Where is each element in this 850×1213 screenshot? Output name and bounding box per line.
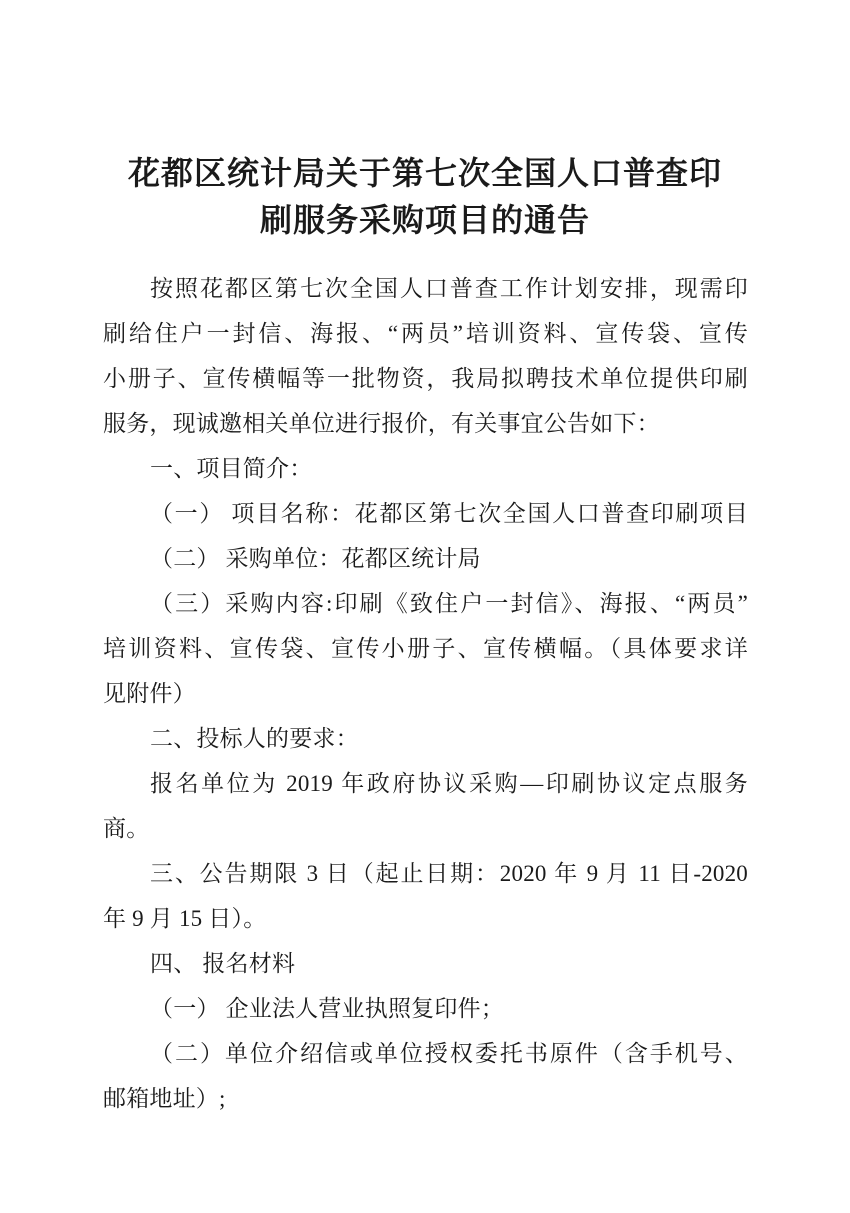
body-line-1: 按照花都区第七次全国人口普查工作计划安排，现需印 [150,276,748,301]
body-line-2: 刷给住户一封信、海报、“两员”培训资料、宣传袋、宣传 [103,321,748,346]
body-line-6: （一） 项目名称：花都区第七次全国人口普查印刷项目 [150,501,748,526]
body-line-10: 见附件） [103,681,196,706]
body-line-4: 服务，现诚邀相关单位进行报价，有关事宜公告如下： [103,411,660,436]
body-line-8: （三）采购内容:印刷《致住户一封信》、海报、“两员” [150,591,748,616]
body-line-12: 报名单位为 2019 年政府协议采购—印刷协议定点服务 [150,771,748,796]
body-line-9: 培训资料、宣传袋、宣传小册子、宣传横幅。（具体要求详 [103,636,748,661]
body-line-3: 小册子、宣传横幅等一批物资，我局拟聘技术单位提供印刷 [103,366,748,391]
title-line: 刷服务采购项目的通告 [259,202,590,238]
body-line-13: 商。 [103,816,150,841]
body-line-5: 一、项目简介： [150,456,313,481]
body-line-15: 年 9 月 15 日）。 [103,906,267,931]
body-line-11: 二、投标人的要求： [150,726,359,751]
body-line-16: 四、 报名材料 [150,951,296,976]
body-line-19: 邮箱地址）; [103,1086,226,1111]
body-line-14: 三、公告期限 3 日（起止日期：2020 年 9 月 11 日-2020 [150,861,748,886]
document-body [103,266,748,1121]
title-line: 花都区统计局关于第七次全国人口普查印 [127,155,722,191]
body-line-18: （二）单位介绍信或单位授权委托书原件（含手机号、 [150,1041,748,1066]
document-title [0,150,850,244]
body-line-7: （二） 采购单位：花都区统计局 [150,546,481,571]
body-line-17: （一） 企业法人营业执照复印件； [150,996,504,1021]
